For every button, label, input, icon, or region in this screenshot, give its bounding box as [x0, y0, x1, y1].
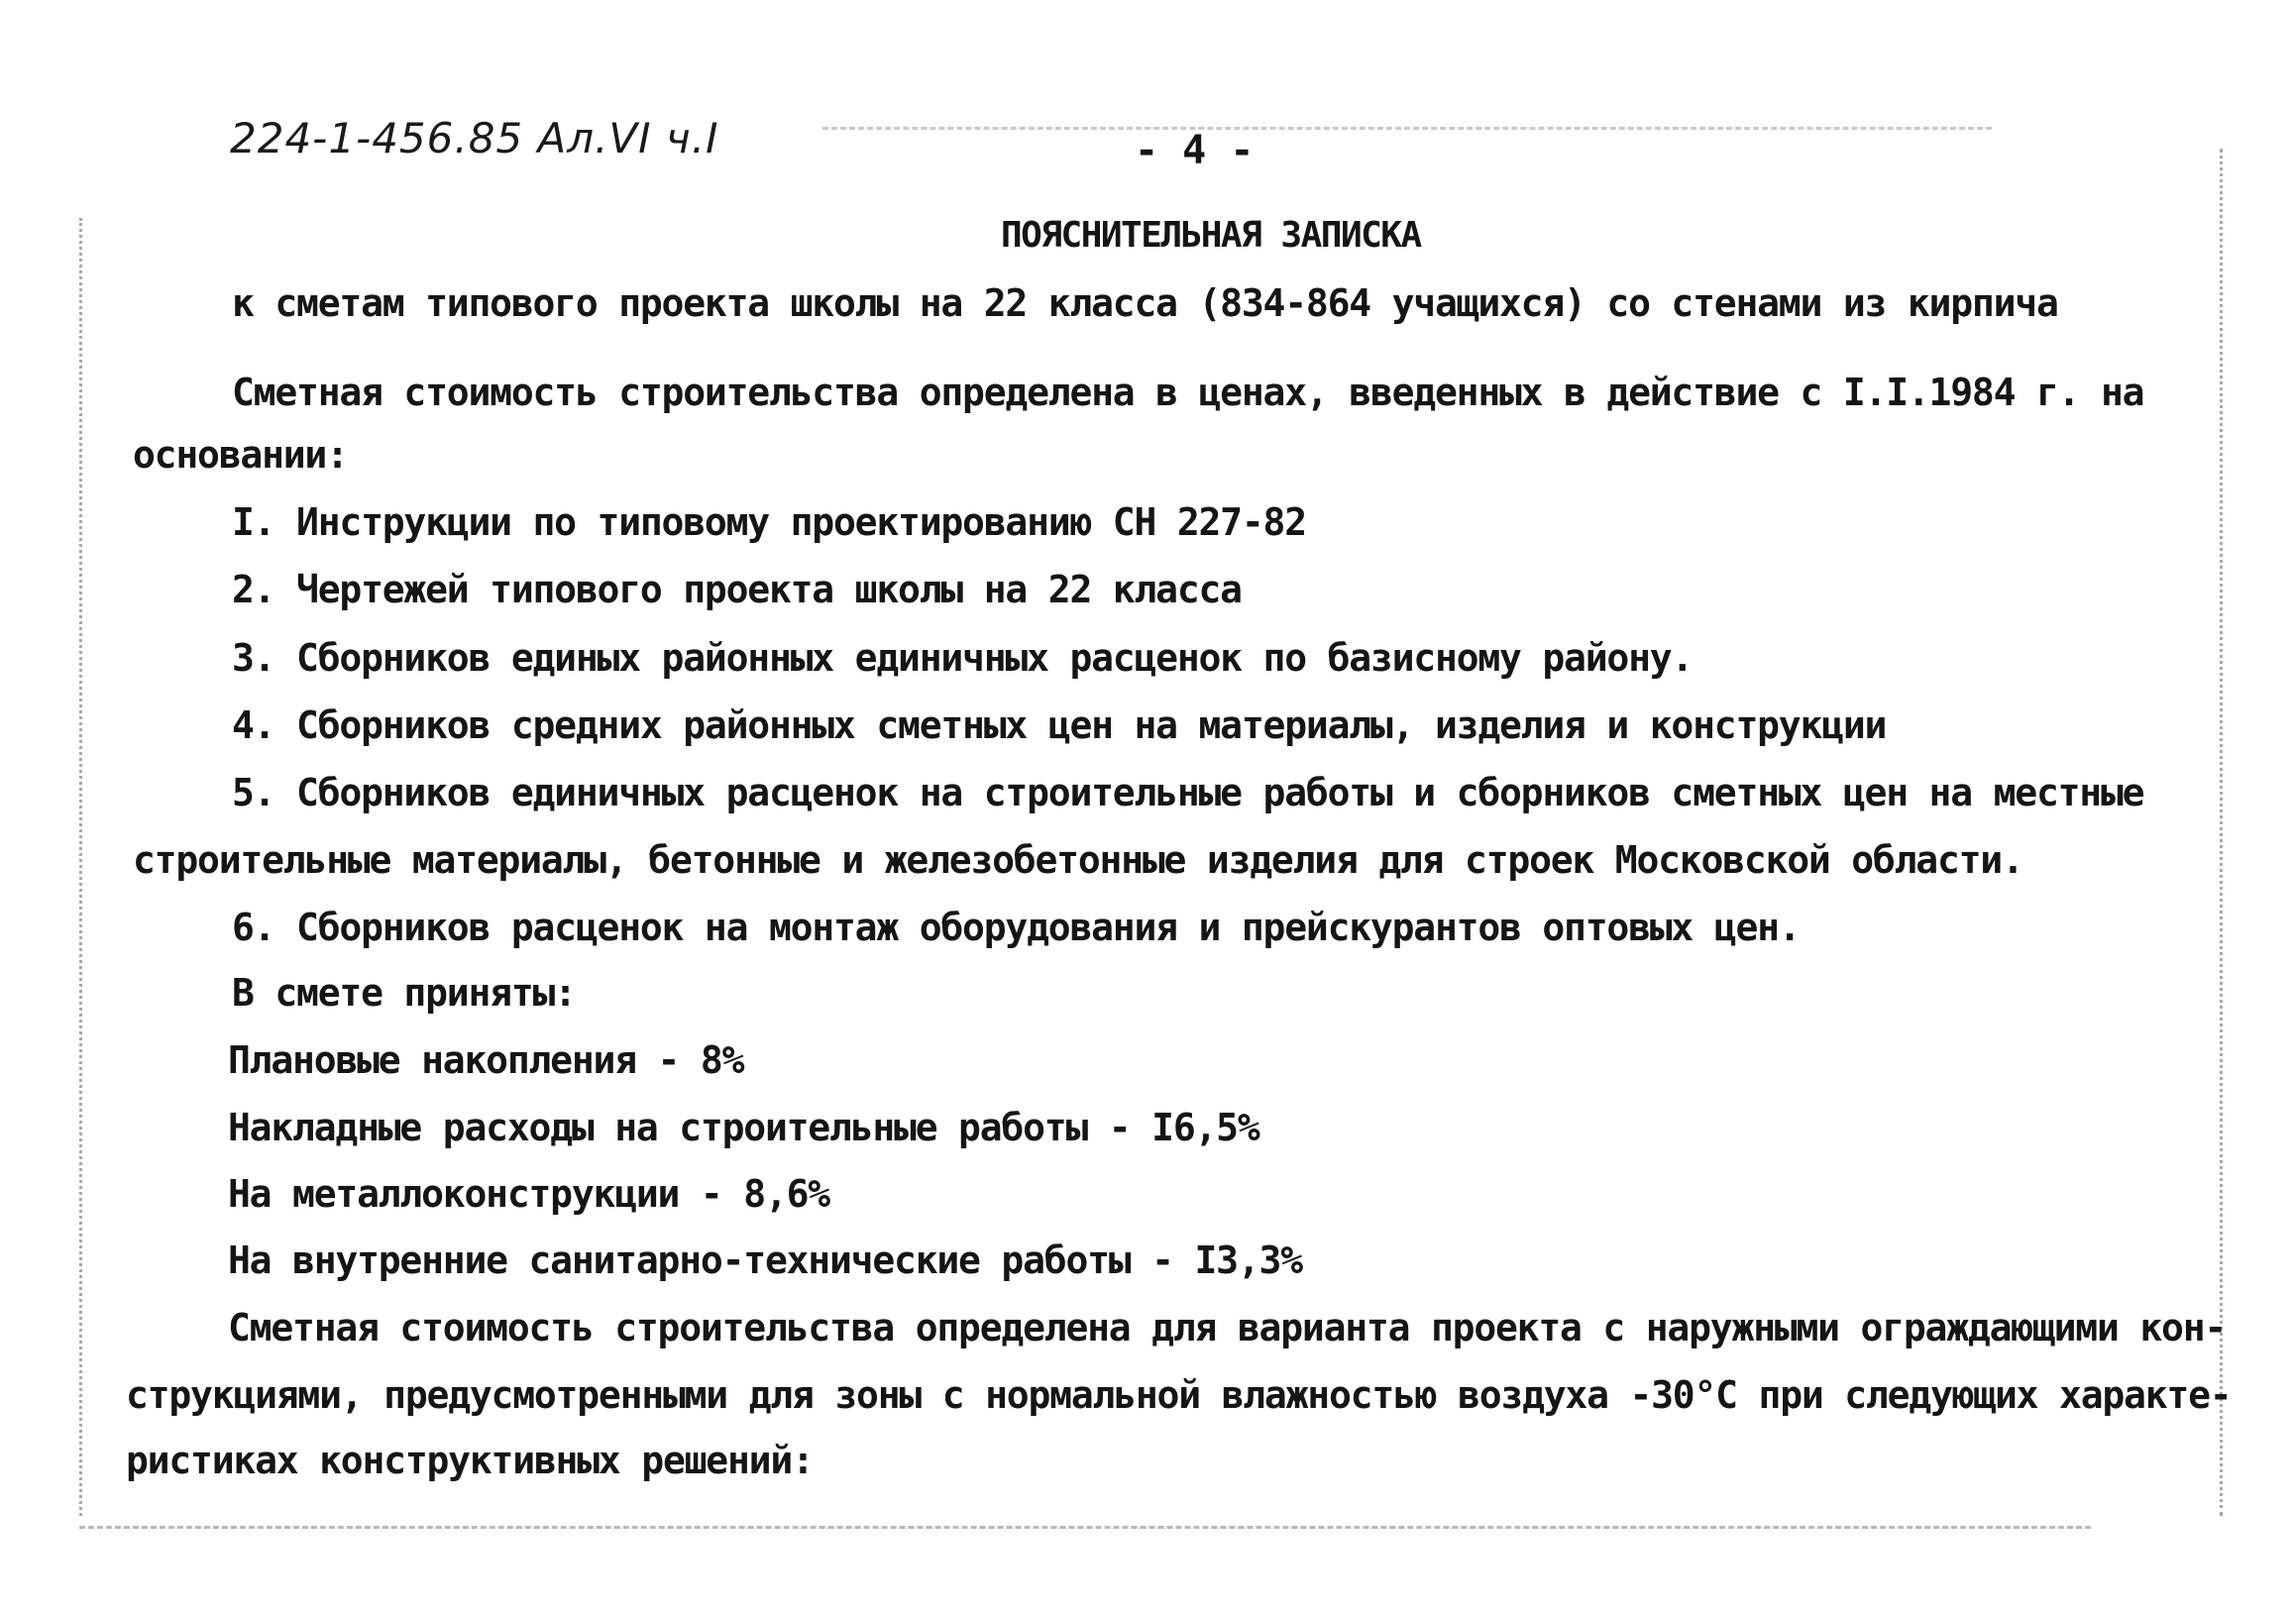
list-item-continuation: строительные материалы, бетонные и железобетонные изделия для строек Московской области. [133, 838, 2023, 882]
list-item: 4. Сборников средних районных сметных цен на материалы, изделия и конструкции [232, 703, 1887, 747]
list-item: 6. Сборников расценок на монтаж оборудования и прейскурантов оптовых цен. [232, 906, 1801, 949]
rate-line: Накладные расходы на строительные работы - I6,5% [228, 1106, 1259, 1149]
rate-line: На внутренние санитарно-технические работы - I3,3% [228, 1238, 1302, 1282]
document-code: 224-1-456.85 Ал.VI ч.I [230, 114, 719, 162]
page-number: - 4 - [1135, 128, 1255, 173]
rate-line: На металлоконструкции - 8,6% [228, 1172, 829, 1216]
list-item: 3. Сборников единых районных единичных расценок по базисному району. [232, 636, 1694, 680]
subtitle-line: к сметам типового проекта школы на 22 класса (834-864 учащихся) со стенами из кирпича [232, 281, 2058, 325]
top-scan-rule [822, 127, 1992, 130]
bottom-scan-rule [79, 1526, 2091, 1529]
document-title: ПОЯСНИТЕЛЬНАЯ ЗАПИСКА [1001, 215, 1421, 256]
list-item: 2. Чертежей типового проекта школы на 22 класса [232, 568, 1242, 611]
rate-line: Плановые накопления - 8% [228, 1038, 744, 1082]
paragraph-line: основании: [133, 433, 348, 477]
paragraph-line: В смете приняты: [232, 971, 576, 1015]
paragraph-line: струкциями, предусмотренными для зоны с нормальной влажностью воздуха -30°С при следующих характе- [126, 1373, 2232, 1417]
paragraph-line: ристиках конструктивных решений: [126, 1439, 814, 1482]
left-scan-edge [79, 218, 82, 1516]
list-item: I. Инструкции по типовому проектированию СН 227-82 [232, 500, 1306, 544]
paragraph-line: Сметная стоимость строительства определена в ценах, введенных в действие с I.I.1984 г. на [232, 371, 2144, 414]
paragraph-line: Сметная стоимость строительства определена для варианта проекта с наружными ограждающими кон- [228, 1306, 2227, 1349]
list-item: 5. Сборников единичных расценок на строительные работы и сборников сметных цен на местные [232, 771, 2144, 814]
